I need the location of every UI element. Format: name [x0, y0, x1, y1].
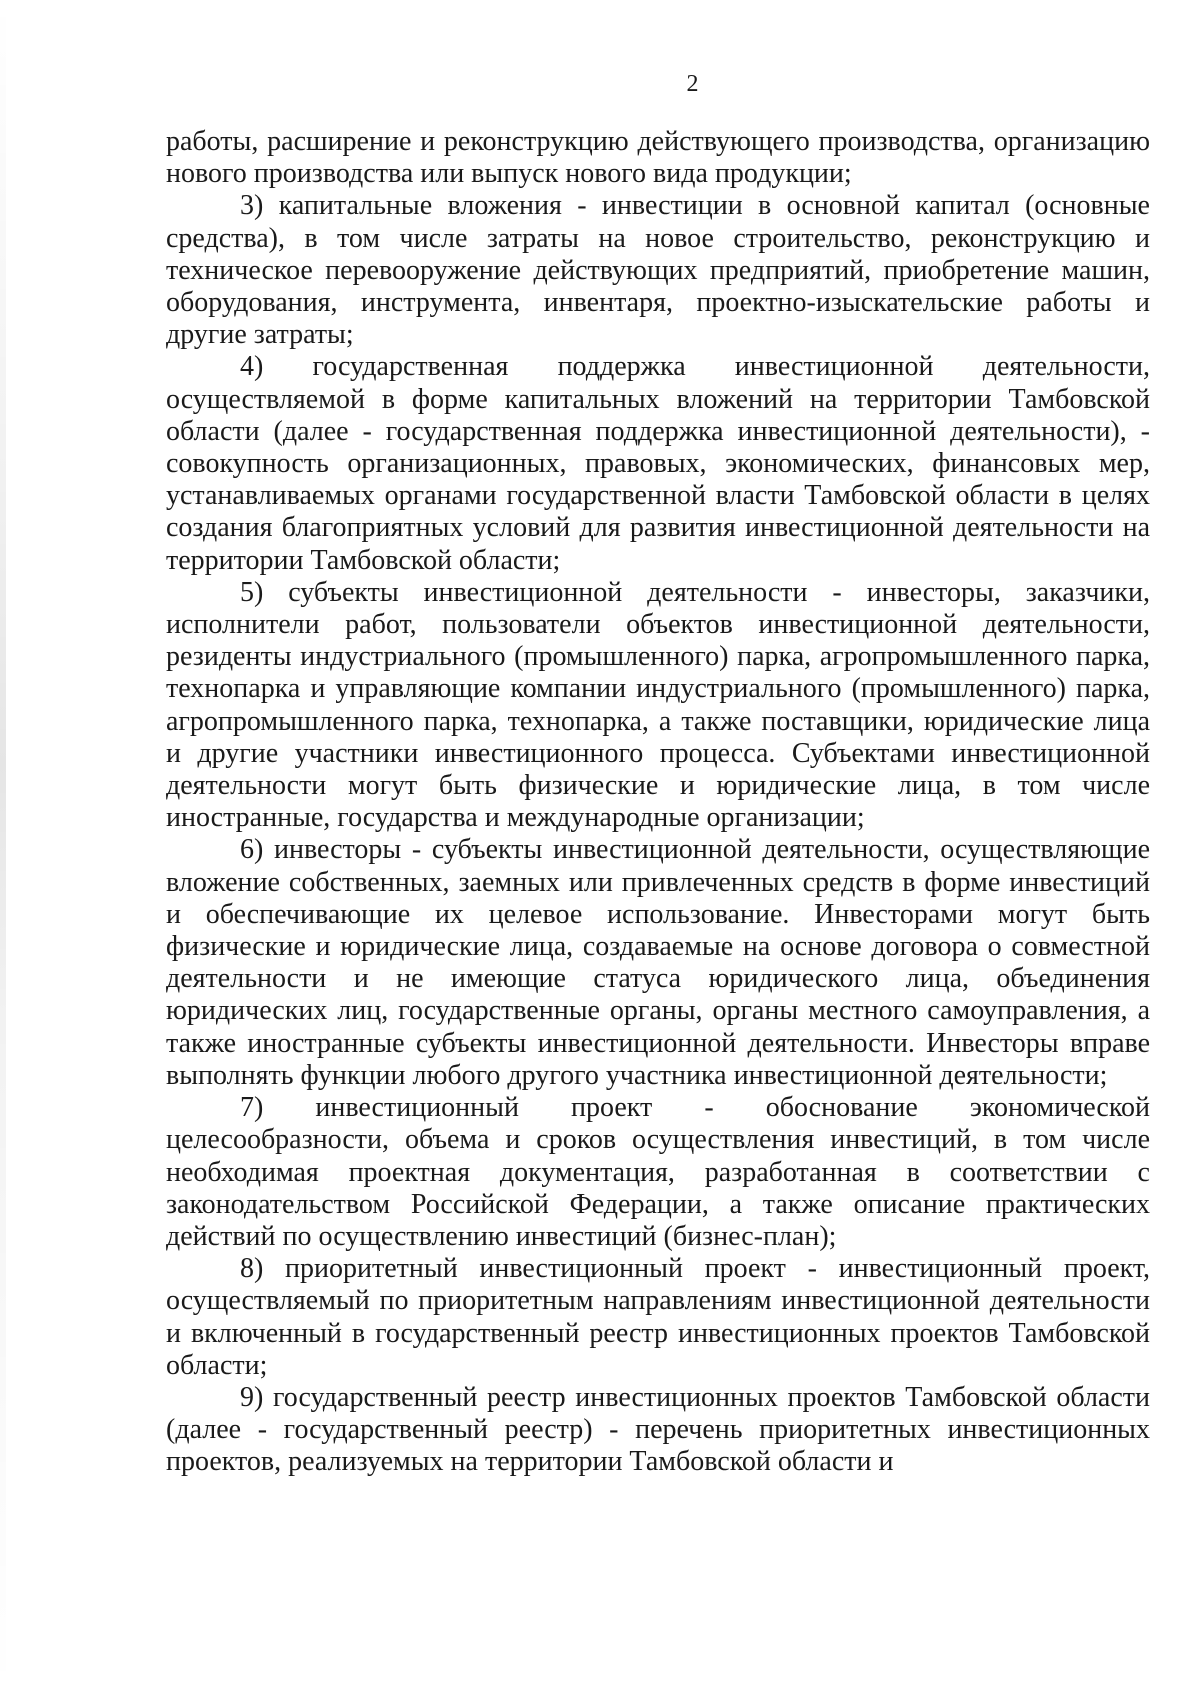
paragraph-item-9: 9) государственный реестр инвестиционных проектов Тамбовской области (далее - государственный реестр) - перечень приоритетных инвестиционных проектов, реализуемых на территории Тамбовской области и: [166, 1381, 1150, 1478]
document-body: [166, 126, 1150, 1479]
paragraph-continuation: работы, расширение и реконструкцию действующего производства, организацию нового производства или выпуск нового вида продукции;: [166, 126, 1150, 190]
paragraph-item-6: 6) инвесторы - субъекты инвестиционной деятельности, осуществляющие вложение собственных, заемных или привлеченных средств в форме инвестиций и обеспечивающие их целевое использование. Инвесторами могут быть физические и юридические лица, создаваемые на основе договора о совместной деятельности и не имеющие статуса юридического лица, объединения юридических лиц, государственные органы, органы местного самоуправления, а также иностранные субъекты инвестиционной деятельности. Инвесторы вправе выполнять функции любого другого участника инвестиционной деятельности;: [166, 834, 1150, 1091]
scan-edge-shadow: [0, 0, 6, 1697]
paragraph-item-5: 5) субъекты инвестиционной деятельности - инвесторы, заказчики, исполнители работ, пользователи объектов инвестиционной деятельности, резиденты индустриального (промышленного) парка, агропромышленного парка, технопарка и управляющие компании индустриального (промышленного) парка, агропромышленного парка, технопарка, а также поставщики, юридические лица и другие участники инвестиционного процесса. Субъектами инвестиционной деятельности могут быть физические и юридические лица, в том числе иностранные, государства и международные организации;: [166, 576, 1150, 834]
paragraph-item-8: 8) приоритетный инвестиционный проект - инвестиционный проект, осуществляемый по приоритетным направлениям инвестиционной деятельности и включенный в государственный реестр инвестиционных проектов Тамбовской области;: [166, 1253, 1150, 1381]
paragraph-item-7: 7) инвестиционный проект - обоснование экономической целесообразности, объема и сроков осуществления инвестиций, в том числе необходимая проектная документация, разработанная в соответствии с законодательством Российской Федерации, а также описание практических действий по осуществлению инвестиций (бизнес-план);: [166, 1092, 1150, 1252]
paragraph-item-4: 4) государственная поддержка инвестиционной деятельности, осуществляемой в форме капитальных вложений на территории Тамбовской области (далее - государственная поддержка инвестиционной деятельности), - совокупность организационных, правовых, экономических, финансовых мер, устанавливаемых органами государственной власти Тамбовской области в целях создания благоприятных условий для развития инвестиционной деятельности на территории Тамбовской области;: [166, 351, 1150, 576]
page-number: 2: [686, 71, 699, 97]
paragraph-item-3: 3) капитальные вложения - инвестиции в основной капитал (основные средства), в том числе затраты на новое строительство, реконструкцию и техническое перевооружение действующих предприятий, приобретение машин, оборудования, инструмента, инвентаря, проектно-изыскательские работы и другие затраты;: [166, 190, 1150, 351]
